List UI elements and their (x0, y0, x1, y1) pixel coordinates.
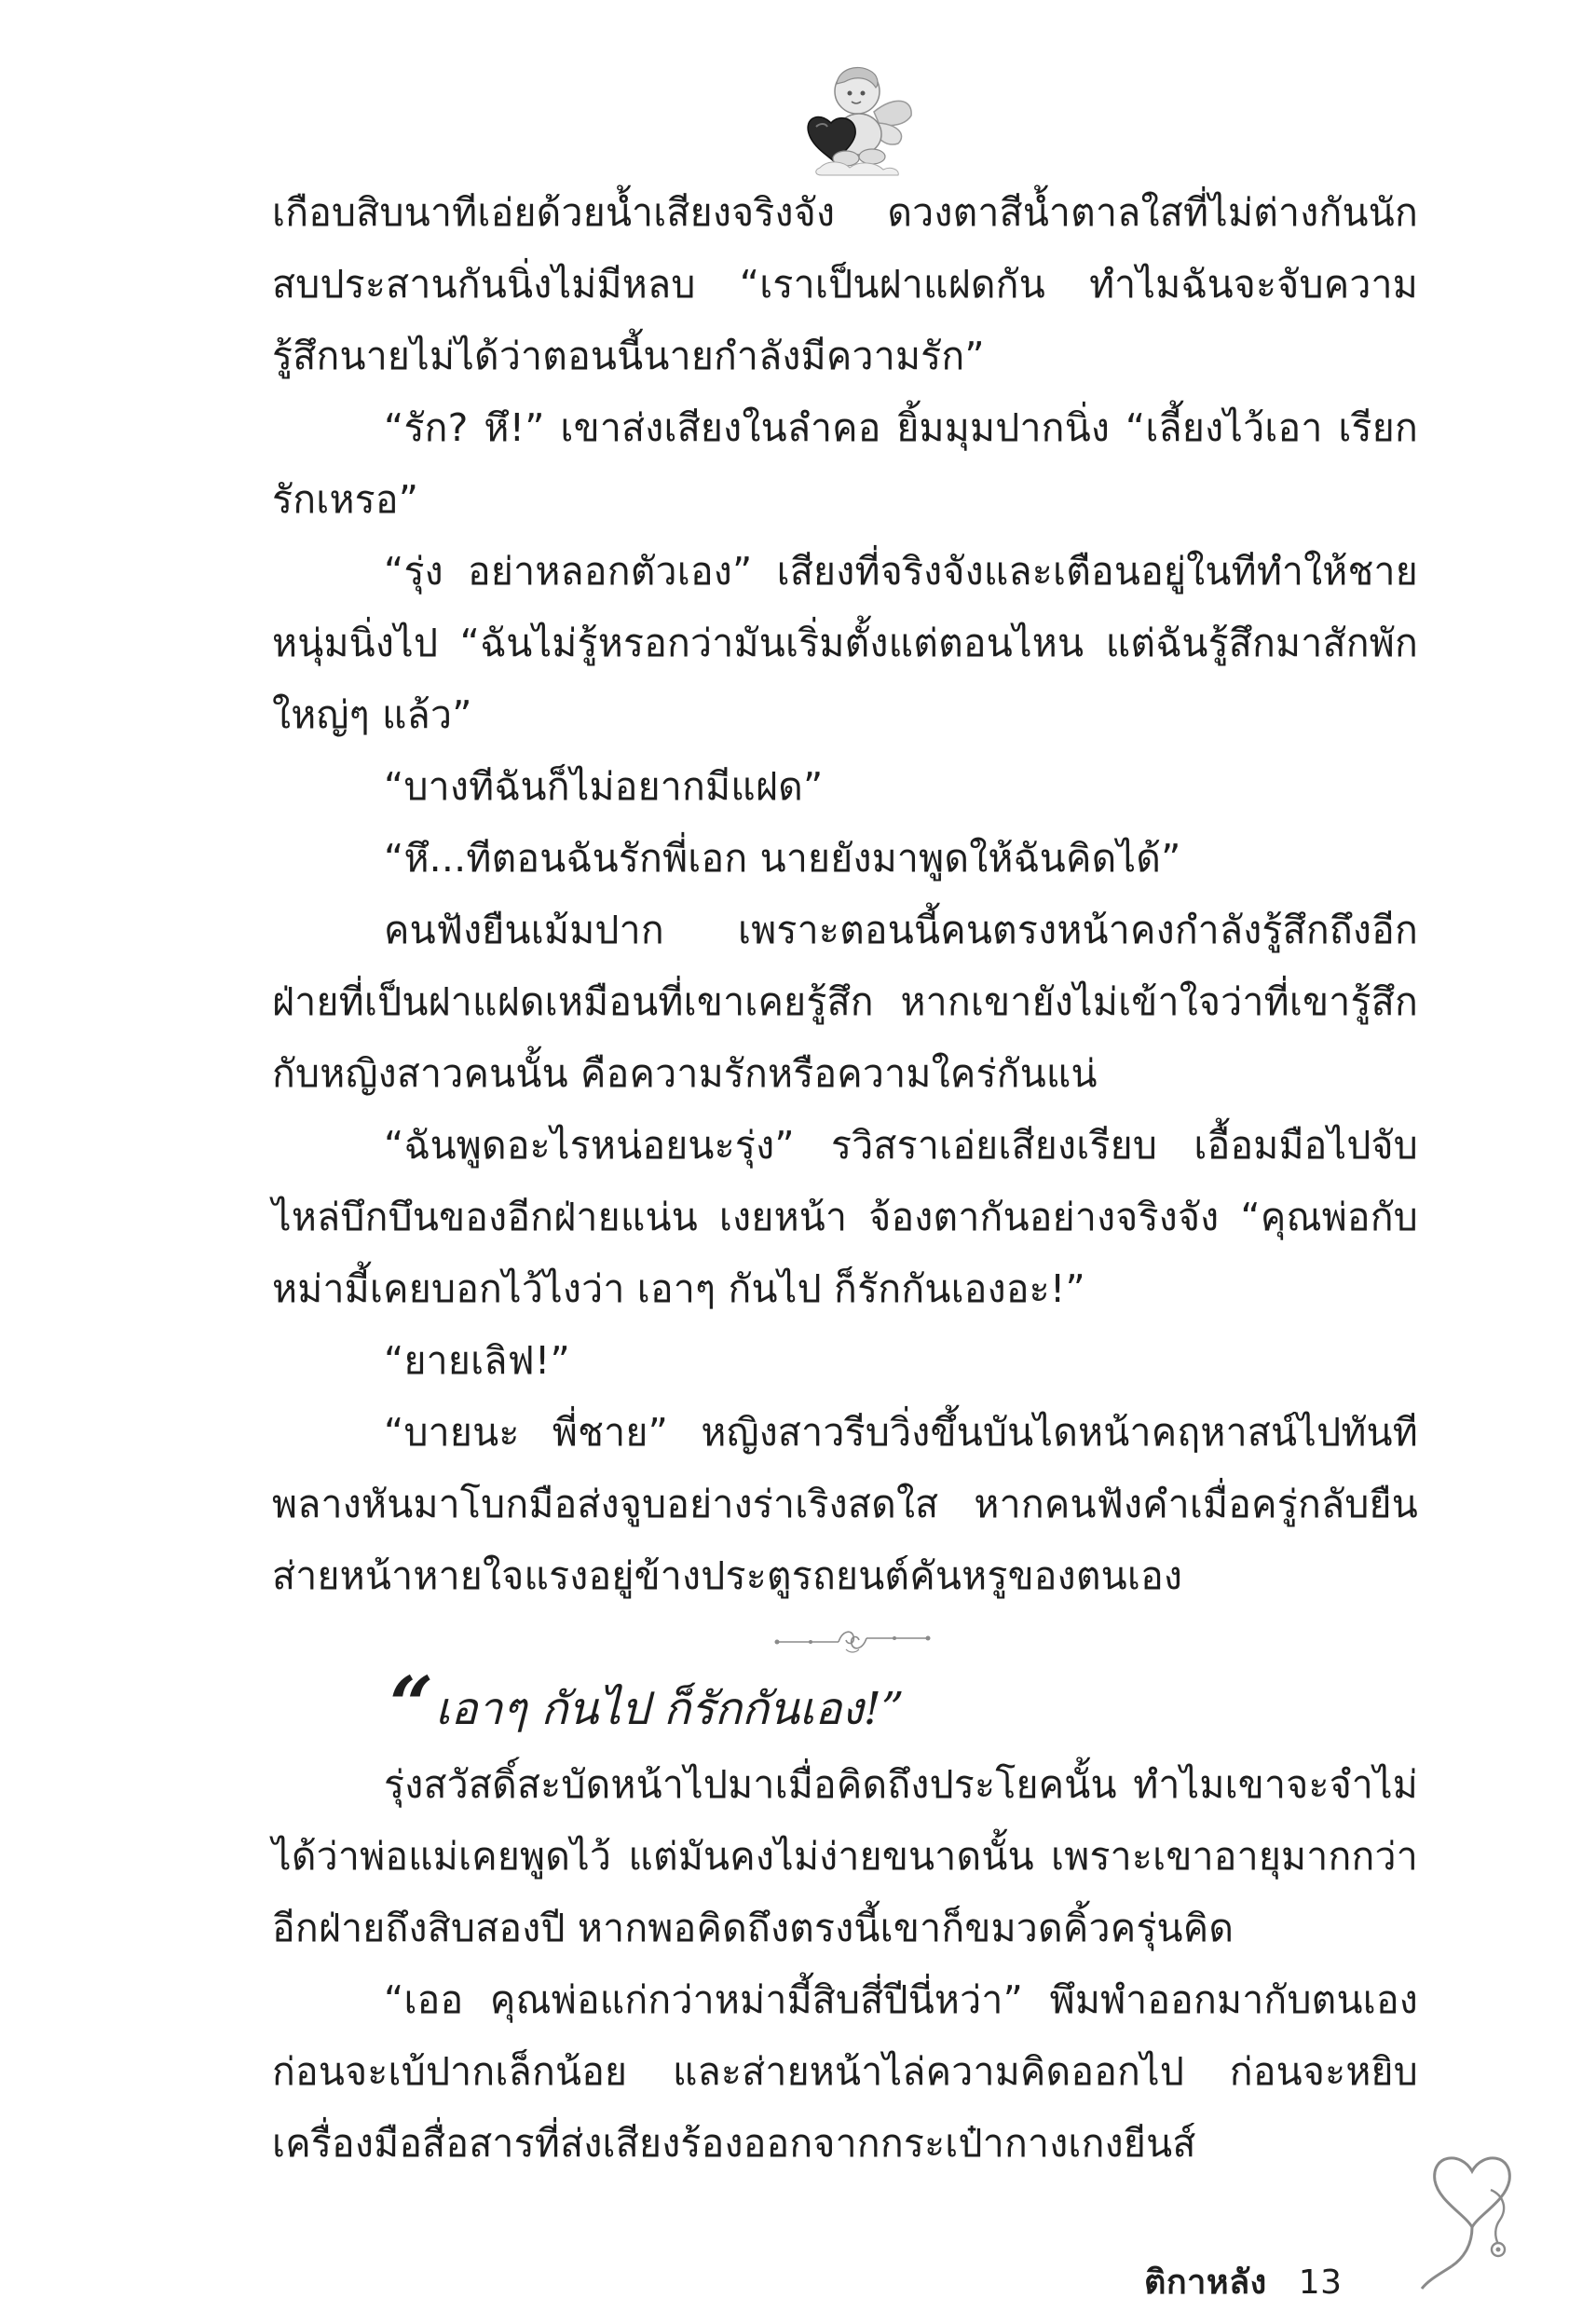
paragraph: “ฉันพูดอะไรหน่อยนะรุ่ง” รวิสราเอ่ยเสียงเรียบ เอื้อมมือไปจับไหล่บึกบึนของอีกฝ่ายแน่น เงยหน้า จ้องตากันอย่างจริงจัง “คุณพ่อกับหม่ามี้เคยบอกไว้ไงว่า เอาๆ กันไป ก็รักกันเองอะ!” (272, 1123, 1418, 1311)
paragraph: คนฟังยืนเม้มปาก เพราะตอนนี้คนตรงหน้าคงกำลังรู้สึกถึงอีกฝ่ายที่เป็นฝาแฝดเหมือนที่เขาเคยรู้สึก หากเขายังไม่เข้าใจว่าที่เขารู้สึกกับหญิงสาวคนนั้น คือความรักหรือความใคร่กันแน่ (272, 908, 1418, 1096)
paragraph: “หึ...ทีตอนฉันรักพี่เอก นายยังมาพูดให้ฉันคิดได้” (384, 836, 1181, 881)
book-title: ติกาหลัง (1144, 2263, 1267, 2302)
page-footer (1144, 2255, 1343, 2308)
section-heading-quote (389, 1661, 905, 1750)
paragraph: “ยายเลิฟ!” (384, 1338, 570, 1383)
cherub-with-heart-icon (783, 58, 922, 179)
ornamental-divider-icon (773, 1621, 932, 1659)
paragraph: “รัก? หึ!” เขาส่งเสียงในลำคอ ยิ้มมุมปากนิ่ง “เลี้ยงไว้เอา เรียกรักเหรอ” (272, 405, 1418, 522)
page-number: 13 (1298, 2263, 1343, 2302)
stethoscope-heart-icon (1416, 2134, 1528, 2292)
paragraph: “บางทีฉันก็ไม่อยากมีแฝด” (384, 764, 824, 809)
paragraph: เกือบสิบนาทีเอ่ยด้วยน้ำเสียงจริงจัง ดวงตาสีน้ำตาลใสที่ไม่ต่างกันนัก สบประสานกันนิ่งไม่มีหลบ “เราเป็นฝาแฝดกัน ทำไมฉันจะจับความรู้สึกนายไม่ได้ว่าตอนนี้นายกำลังมีความรัก” (272, 190, 1418, 378)
heading-text: เอาๆ กันไป ก็รักกันเอง!” (435, 1683, 905, 1735)
text-block-top (272, 177, 1418, 1612)
text-block-bottom (272, 1749, 1418, 2180)
paragraph: รุ่งสวัสดิ์สะบัดหน้าไปมาเมื่อคิดถึงประโยคนั้น ทำไมเขาจะจำไม่ได้ว่าพ่อแม่เคยพูดไว้ แต่มันคงไม่ง่ายขนาดนั้น เพราะเขาอายุมากกว่าอีกฝ่ายถึงสิบสองปี หากพอคิดถึงตรงนี้เขาก็ขมวดคิ้วครุ่นคิด (272, 1762, 1418, 1950)
paragraph: “เออ คุณพ่อแก่กว่าหม่ามี้สิบสี่ปีนี่หว่า” พึมพำออกมากับตนเอง ก่อนจะเบ้ปากเล็กน้อย และส่ายหน้าไล่ความคิดออกไป ก่อนจะหยิบเครื่องมือสื่อสารที่ส่งเสียงร้องออกจากกระเป๋ากางเกงยีนส์ (272, 1977, 1418, 2166)
opening-quote-mark: “ (389, 1661, 434, 1750)
paragraph: “รุ่ง อย่าหลอกตัวเอง” เสียงที่จริงจังและเตือนอยู่ในทีทำให้ชายหนุ่มนิ่งไป “ฉันไม่รู้หรอกว่ามันเริ่มตั้งแต่ตอนไหน แต่ฉันรู้สึกมาสักพักใหญ่ๆ แล้ว” (272, 549, 1418, 737)
paragraph: “บายนะ พี่ชาย” หญิงสาวรีบวิ่งขึ้นบันไดหน้าคฤหาสน์ไปทันทีพลางหันมาโบกมือส่งจูบอย่างร่าเริงสดใส หากคนฟังคำเมื่อครู่กลับยืนส่ายหน้าหายใจแรงอยู่ข้างประตูรถยนต์คันหรูของตนเอง (272, 1410, 1418, 1598)
